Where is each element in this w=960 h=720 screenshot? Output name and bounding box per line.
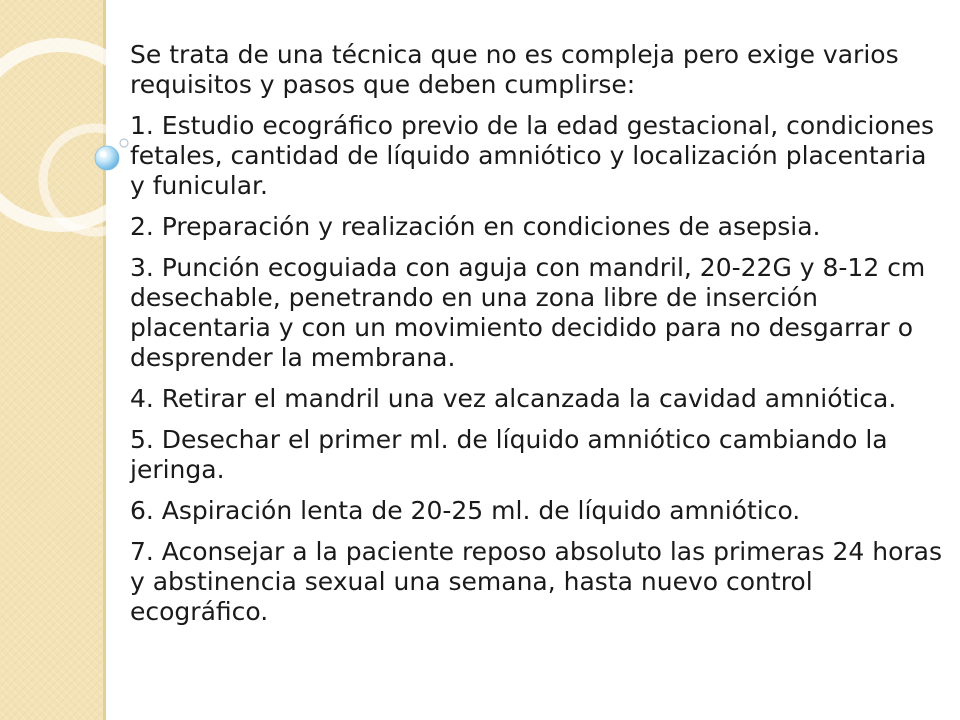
step-4: 4. Retirar el mandril una vez alcanzada la cavidad amniótica.	[130, 384, 897, 413]
step-6: 6. Aspiración lenta de 20-25 ml. de líquido amniótico.	[130, 496, 801, 525]
step-7: 7. Aconsejar a la paciente reposo absoluto las primeras 24 horas y abstinencia sexual una semana, hasta nuevo control ecográfico.	[130, 537, 942, 626]
blue-bubble-icon	[95, 146, 119, 170]
step-5: 5. Desechar el primer ml. de líquido amniótico cambiando la jeringa.	[130, 425, 888, 484]
slide-content	[130, 40, 942, 638]
step-3: 3. Punción ecoguiada con aguja con mandril, 20-22G y 8-12 cm desechable, penetrando en una zona libre de inserción placentaria y con un movimiento decidido para no desgarrar o desprender la membrana.	[130, 253, 926, 372]
intro-paragraph: Se trata de una técnica que no es compleja pero exige varios requisitos y pasos que deben cumplirse:	[130, 40, 899, 99]
step-2: 2. Preparación y realización en condiciones de asepsia.	[130, 212, 821, 241]
step-1: 1. Estudio ecográfico previo de la edad gestacional, condiciones fetales, cantidad de líquido amniótico y localización placentaria y funicular.	[130, 111, 935, 200]
